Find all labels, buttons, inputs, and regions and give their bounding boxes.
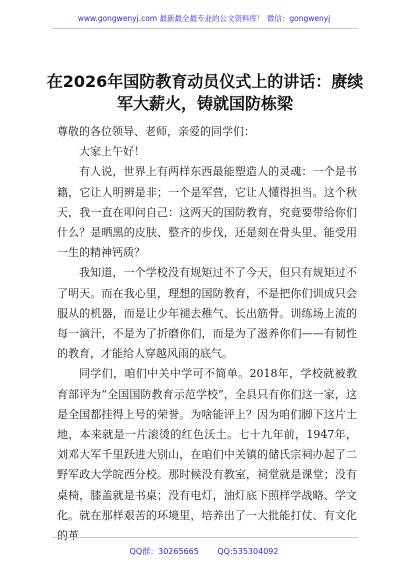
header-divider <box>52 28 358 29</box>
document-body <box>57 122 357 546</box>
footer-divider <box>52 537 358 538</box>
paragraph: 同学们，咱们中关中学可不简单。2018年，学校就被教育部评为“全国国防教育示范学校”，全县只有你们这一家，这是全国都挂得上号的荣誉。为啥能评上？因为咱们脚下这片土地，本来就是一片滚烫的红色沃土。七十九年前，1947年，刘邓大军千里跃进大别山，在咱们中关镇的储氏宗祠办起了二野军政大学皖西分校。那时候没有教室，祠堂就是课堂；没有桌椅，膝盖就是书桌；没有电灯，油灯底下照样学战略、学文化。就在那样艰苦的环境里，培养出了一大批能打仗、有文化的革 <box>57 367 357 543</box>
salutation: 尊敬的各位领导、老师，亲爱的同学们： <box>57 125 255 138</box>
paragraph: 我知道，一个学校没有规矩过不了今天，但只有规矩过不了明天。而在我心里，理想的国防教育，不是把你们训成只会服从的机器，而是让少年褪去稚气、长出筋骨。训练场上流的每一滴汗，不是为了折磨你们，而是为了滋养你们——有韧性的教育，才能给人穿越风雨的底气。 <box>57 266 357 361</box>
document-title: 在2026年国防教育动员仪式上的讲话：赓续军大薪火，铸就国防栋梁 <box>46 72 364 113</box>
footer-qq-group: QQ群：30265665 <box>129 547 199 556</box>
paragraph: 有人说，世界上有两样东西最能塑造人的灵魂：一个是书籍，它让人明辨是非；一个是军营，它让人懂得担当。这个秋天，我一直在叩问自己：这两天的国防教育，究竟要带给你们什么？是晒黑的皮肤、整齐的步伐，还是刻在骨头里、能受用一生的精神钙质？ <box>57 165 357 260</box>
page-footer <box>0 546 408 557</box>
greeting: 大家上午好！ <box>79 145 145 159</box>
footer-qq: QQ:535304092 <box>217 547 279 556</box>
page-header: www.gongwenyj.com 最新最全最专业的公文资料库！ 微信：gongwenyj <box>77 14 331 23</box>
